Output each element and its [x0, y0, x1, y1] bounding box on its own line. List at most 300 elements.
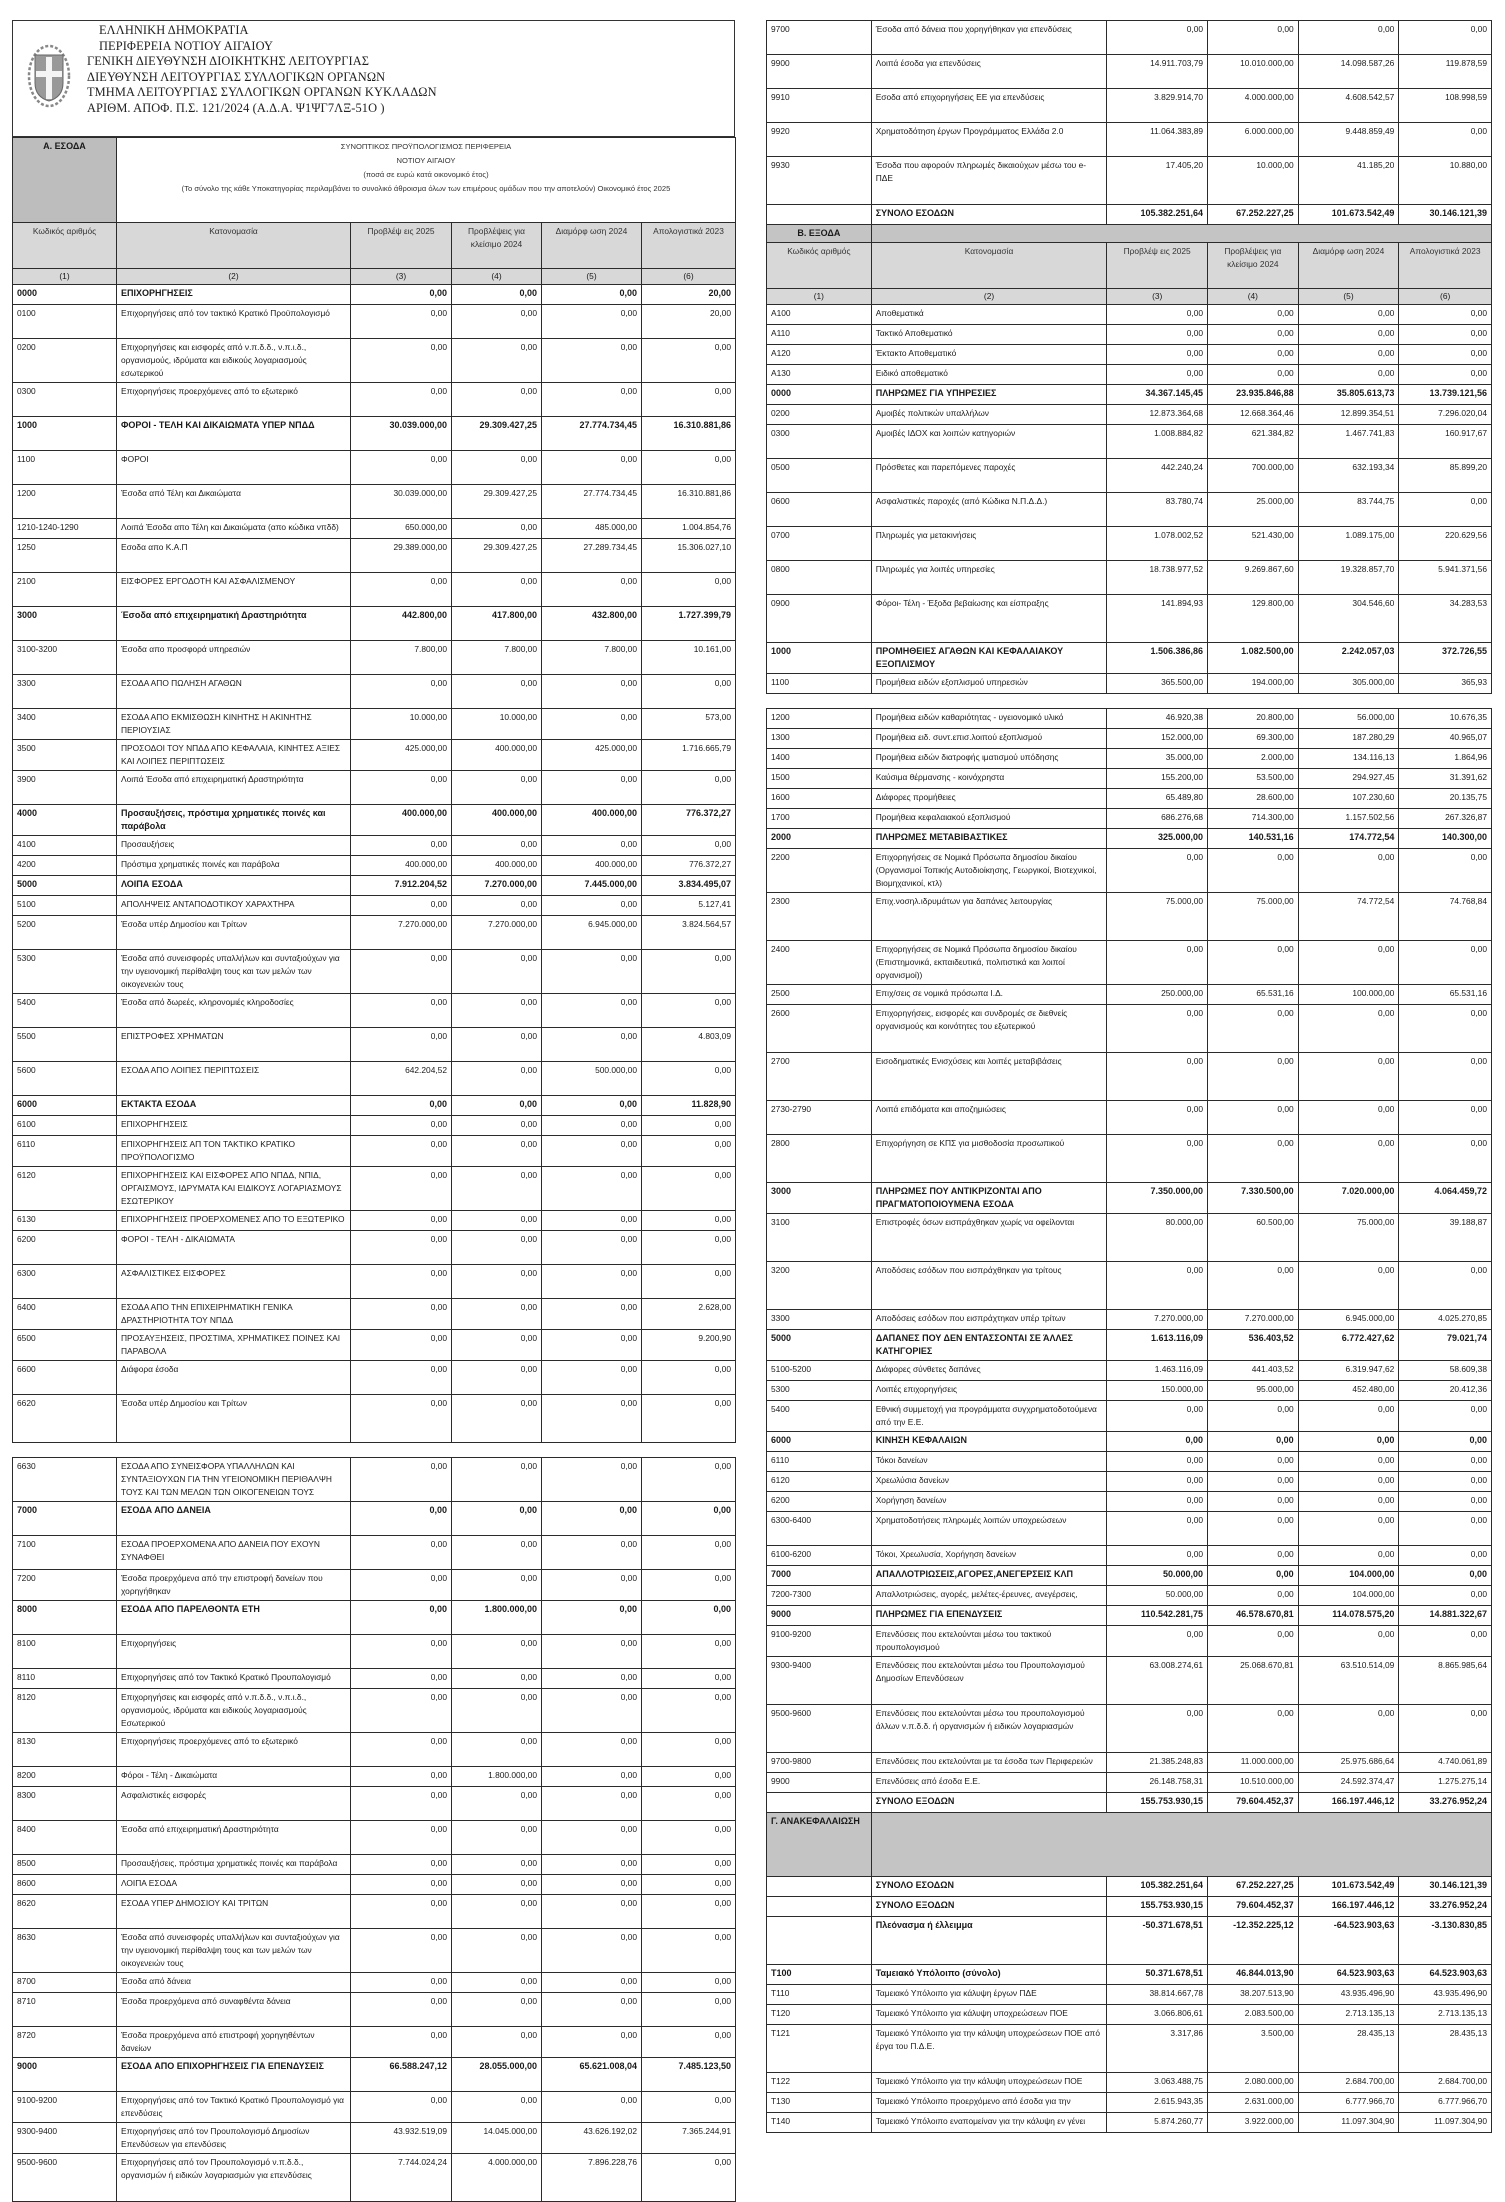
- value-forecast-2025: 0,00: [351, 2027, 452, 2058]
- row-code: 8000: [13, 1601, 117, 1635]
- row-code: 2800: [767, 1135, 872, 1183]
- row-name: Επιχορήγηση σε ΚΠΣ για μισθοδοσία προσωπικού: [871, 1135, 1107, 1183]
- table-row: [767, 325, 1492, 345]
- row-name: Διάφορες σύνθετες δαπάνες: [871, 1361, 1107, 1381]
- row-name: Καύσιμα θέρμανσης - κοινόχρηστα: [871, 769, 1107, 789]
- section-b-header: [767, 225, 1492, 243]
- value-closing-2024: 0,00: [1208, 1101, 1299, 1135]
- value-closing-2024: 10.000,00: [1208, 157, 1299, 205]
- table-row: [13, 1973, 736, 1993]
- value-forecast-2025: 155.753.930,15: [1107, 1897, 1208, 1917]
- value-actual-2023: 34.283,53: [1399, 595, 1492, 643]
- table-row: [13, 305, 736, 339]
- revenue-rows-part-1: [13, 285, 736, 1443]
- value-closing-2024: 400.000,00: [452, 740, 542, 771]
- col-header-formed-2024: Διαμόρφ ωση 2024: [1298, 243, 1399, 289]
- value-formed-2024: 0,00: [542, 1231, 642, 1265]
- table-row: [13, 896, 736, 916]
- revenue-table-continued: [12, 1457, 736, 2202]
- value-formed-2024: 0,00: [542, 1265, 642, 1299]
- value-forecast-2025: 1.613.116,09: [1107, 1330, 1208, 1361]
- value-forecast-2025: 400.000,00: [351, 856, 452, 876]
- value-forecast-2025: 50.371.678,51: [1107, 1965, 1208, 1985]
- table-row: [13, 339, 736, 383]
- value-closing-2024: 0,00: [452, 1787, 542, 1821]
- value-forecast-2025: 34.367.145,45: [1107, 385, 1208, 405]
- value-forecast-2025: 0,00: [351, 1299, 452, 1330]
- value-actual-2023: 13.739.121,56: [1399, 385, 1492, 405]
- row-name: Φόροι- Τέλη - Έξοδα βεβαίωσης και είσπραξης: [871, 595, 1107, 643]
- value-closing-2024: 0,00: [452, 1062, 542, 1096]
- row-name: Έσοδα προερχόμενα από συναφθέντα δάνεια: [117, 1993, 351, 2027]
- expense-rows-part-1: [767, 305, 1492, 694]
- value-actual-2023: 2.628,00: [642, 1299, 736, 1330]
- row-code: 2400: [767, 941, 872, 985]
- row-name: ΑΠΟΛΗΨΕΙΣ ΑΝΤΑΠΟΔΟΤΙΚΟΥ ΧΑΡΑΧΤΗΡΑ: [117, 896, 351, 916]
- column-number: (5): [542, 269, 642, 285]
- value-closing-2024: 0,00: [452, 305, 542, 339]
- row-name: Έκτακτο Αποθεματικό: [871, 345, 1107, 365]
- row-code: Α120: [767, 345, 872, 365]
- table-row: [13, 1395, 736, 1443]
- row-code: 9900: [767, 1773, 872, 1793]
- value-actual-2023: 0,00: [642, 1601, 736, 1635]
- row-name: Εσοδα από επιχορηγήσεις ΕΕ για επενδύσεις: [871, 89, 1107, 123]
- header-line: ΔΙΕΥΘΥΝΣΗ ΛΕΙΤΟΥΡΓΙΑΣ ΣΥΛΛΟΓΙΚΩΝ ΟΡΓΑΝΩΝ: [87, 69, 386, 84]
- row-code: 8120: [13, 1689, 117, 1733]
- row-code: 2100: [13, 573, 117, 607]
- row-code: 6620: [13, 1395, 117, 1443]
- value-forecast-2025: 12.873.364,68: [1107, 405, 1208, 425]
- row-code: 1000: [13, 417, 117, 451]
- value-closing-2024: 0,00: [1208, 1705, 1299, 1753]
- table-row: [13, 1116, 736, 1136]
- row-name: ΣΥΝΟΛΟ ΕΣΟΔΩΝ: [871, 1877, 1107, 1897]
- value-closing-2024: 4.000.000,00: [452, 2154, 542, 2202]
- value-closing-2024: 0,00: [452, 1299, 542, 1330]
- value-forecast-2025: 0,00: [1107, 1432, 1208, 1452]
- value-actual-2023: 0,00: [642, 2154, 736, 2202]
- value-formed-2024: 0,00: [1298, 305, 1399, 325]
- value-closing-2024: 0,00: [452, 1265, 542, 1299]
- table-row: [13, 1689, 736, 1733]
- value-formed-2024: 0,00: [1298, 1472, 1399, 1492]
- row-name: Επιχορηγήσεις σε Νομικά Πρόσωπα δημοσίου δικαίου (Επιστημονικά, εκπαιδευτικά, πολιτιστικά και λοιποί οργανισμοί)): [871, 941, 1107, 985]
- header-line: ΕΛΛΗΝΙΚΗ ΔΗΜΟΚΡΑΤΙΑ: [99, 23, 249, 37]
- value-closing-2024: -12.352.225,12: [1208, 1917, 1299, 1965]
- value-closing-2024: 0,00: [452, 2092, 542, 2123]
- value-actual-2023: 0,00: [1399, 365, 1492, 385]
- value-closing-2024: 3.500,00: [1208, 2025, 1299, 2073]
- value-closing-2024: 1.800.000,00: [452, 1601, 542, 1635]
- value-forecast-2025: 0,00: [351, 1973, 452, 1993]
- value-forecast-2025: 7.912.204,52: [351, 876, 452, 896]
- table-row: [13, 1062, 736, 1096]
- value-actual-2023: 0,00: [642, 1855, 736, 1875]
- row-code: 1200: [13, 485, 117, 519]
- row-code: 1300: [767, 729, 872, 749]
- value-formed-2024: 0,00: [542, 950, 642, 994]
- row-code: 8110: [13, 1669, 117, 1689]
- value-actual-2023: 20,00: [642, 305, 736, 339]
- value-formed-2024: 0,00: [542, 1361, 642, 1395]
- row-code: [767, 1917, 872, 1965]
- row-code: 9700-9800: [767, 1753, 872, 1773]
- value-closing-2024: 0,00: [452, 1669, 542, 1689]
- value-forecast-2025: 1.463.116,09: [1107, 1361, 1208, 1381]
- value-formed-2024: 0,00: [542, 1767, 642, 1787]
- value-actual-2023: 0,00: [642, 1993, 736, 2027]
- table-row: [13, 1733, 736, 1767]
- table-row: [13, 1330, 736, 1361]
- value-closing-2024: 0,00: [1208, 1005, 1299, 1053]
- value-forecast-2025: 1.078.002,52: [1107, 527, 1208, 561]
- row-code: 0300: [13, 383, 117, 417]
- value-closing-2024: 0,00: [1208, 21, 1299, 55]
- row-name: Προσαυξήσεις: [117, 836, 351, 856]
- value-formed-2024: 400.000,00: [542, 805, 642, 836]
- value-actual-2023: 40.965,07: [1399, 729, 1492, 749]
- row-code: 9100-9200: [13, 2092, 117, 2123]
- section-b-band: [871, 225, 1491, 243]
- row-name: Επιχορηγήσεις από τον Τακτικό Κρατικό Προυπολογισμό: [117, 1669, 351, 1689]
- row-name: ΕΠΙΣΤΡΟΦΕΣ ΧΡΗΜΑΤΩΝ: [117, 1028, 351, 1062]
- value-formed-2024: 0,00: [1298, 849, 1399, 893]
- row-code: 3500: [13, 740, 117, 771]
- table-row: [767, 1381, 1492, 1401]
- value-formed-2024: 63.510.514,09: [1298, 1657, 1399, 1705]
- value-closing-2024: 0,00: [452, 1855, 542, 1875]
- value-formed-2024: 6.777.966,70: [1298, 2093, 1399, 2113]
- value-forecast-2025: 18.738.977,52: [1107, 561, 1208, 595]
- value-forecast-2025: 30.039.000,00: [351, 417, 452, 451]
- value-actual-2023: 6.777.966,70: [1399, 2093, 1492, 2113]
- value-closing-2024: 29.309.427,25: [452, 485, 542, 519]
- section-a-label: Α. ΕΣΟΔΑ: [13, 138, 117, 223]
- table-row: [13, 383, 736, 417]
- row-code: 3400: [13, 709, 117, 740]
- row-code: 6000: [13, 1096, 117, 1116]
- row-name: Ταμειακό Υπόλοιπο για την κάλυψη υποχρεώσεων ΠΟΕ από έργα του Π.Δ.Ε.: [871, 2025, 1107, 2073]
- column-headers: [13, 223, 736, 285]
- row-name: Προμήθεια ειδών εξοπλισμού υπηρεσιών: [871, 674, 1107, 694]
- row-code: 6300: [13, 1265, 117, 1299]
- value-actual-2023: 119.878,59: [1399, 55, 1492, 89]
- table-row: [13, 1458, 736, 1502]
- value-formed-2024: 0,00: [542, 1570, 642, 1601]
- row-code: 5100-5200: [767, 1361, 872, 1381]
- value-actual-2023: 3.834.495,07: [642, 876, 736, 896]
- value-actual-2023: 16.310.881,86: [642, 485, 736, 519]
- table-row: [13, 771, 736, 805]
- value-actual-2023: 15.306.027,10: [642, 539, 736, 573]
- row-name: Προμήθεια ειδ. συντ.επισ.λοιπού εξοπλισμού: [871, 729, 1107, 749]
- value-formed-2024: -64.523.903,63: [1298, 1917, 1399, 1965]
- value-actual-2023: 20.135,75: [1399, 789, 1492, 809]
- row-name: Πληρωμές για μετακινήσεις: [871, 527, 1107, 561]
- caption-line: (Το σύνολο της κάθε Υποκατηγορίας περιλαμβάνει το συνολικό άθροισμα όλων των επιμέρους ομάδων που την αποτελούν) Οικονομικό έτος 2025: [181, 184, 671, 193]
- row-code: 3100-3200: [13, 641, 117, 675]
- value-actual-2023: 4.064.459,72: [1399, 1183, 1492, 1214]
- row-name: Έσοδα υπέρ Δημοσίου και Τρίτων: [117, 1395, 351, 1443]
- col-header-forecast-2025: Προβλέψ εις 2025: [351, 223, 452, 269]
- row-code: 8600: [13, 1875, 117, 1895]
- table-row: [13, 1875, 736, 1895]
- table-row: [767, 1657, 1492, 1705]
- value-formed-2024: 0,00: [1298, 1432, 1399, 1452]
- table-row: [13, 1502, 736, 1536]
- value-forecast-2025: 0,00: [1107, 1472, 1208, 1492]
- table-row: [767, 674, 1492, 694]
- value-forecast-2025: 0,00: [351, 1787, 452, 1821]
- row-code: 9000: [13, 2058, 117, 2092]
- value-forecast-2025: 7.270.000,00: [1107, 1310, 1208, 1330]
- value-forecast-2025: 110.542.281,75: [1107, 1606, 1208, 1626]
- table-row: [767, 561, 1492, 595]
- value-closing-2024: 0,00: [452, 1821, 542, 1855]
- summary-rows: [767, 1877, 1492, 2133]
- table-row: [13, 1231, 736, 1265]
- table-row: [13, 2092, 736, 2123]
- table-row: [767, 769, 1492, 789]
- table-row: [767, 1005, 1492, 1053]
- value-closing-2024: 0,00: [452, 1136, 542, 1167]
- value-actual-2023: 0,00: [1399, 1135, 1492, 1183]
- value-closing-2024: 60.500,00: [1208, 1214, 1299, 1262]
- value-actual-2023: 0,00: [642, 1536, 736, 1570]
- value-actual-2023: 0,00: [1399, 493, 1492, 527]
- value-closing-2024: 2.083.500,00: [1208, 2005, 1299, 2025]
- row-name: Αποθεματικά: [871, 305, 1107, 325]
- value-closing-2024: 0,00: [452, 285, 542, 305]
- value-forecast-2025: 0,00: [1107, 1546, 1208, 1566]
- section-c-header: [767, 1813, 1492, 1877]
- row-code: 6200: [13, 1231, 117, 1265]
- row-code: 7100: [13, 1536, 117, 1570]
- row-name: Λοιπά έσοδα για επενδύσεις: [871, 55, 1107, 89]
- value-actual-2023: 8.865.985,64: [1399, 1657, 1492, 1705]
- value-formed-2024: 35.805.613,73: [1298, 385, 1399, 405]
- row-code: 5000: [13, 876, 117, 896]
- table-row: [13, 1669, 736, 1689]
- value-actual-2023: 0,00: [642, 1231, 736, 1265]
- row-code: 2700: [767, 1053, 872, 1101]
- row-name: ΕΣΟΔΑ ΑΠΟ ΠΩΛΗΣΗ ΑΓΑΘΩΝ: [117, 675, 351, 709]
- value-closing-2024: 10.000,00: [452, 709, 542, 740]
- row-code: 0800: [767, 561, 872, 595]
- value-forecast-2025: 0,00: [1107, 1005, 1208, 1053]
- value-actual-2023: 0,00: [1399, 123, 1492, 157]
- row-name: Έσοδα που αφορούν πληρωμές δικαιούχων μέσω του e-ΠΔΕ: [871, 157, 1107, 205]
- table-row: [767, 829, 1492, 849]
- column-number: (3): [351, 269, 452, 285]
- value-actual-2023: 79.021,74: [1399, 1330, 1492, 1361]
- table-row: [13, 1136, 736, 1167]
- table-row: [13, 417, 736, 451]
- row-name: Επιχ.νοσηλ.ιδρυμάτων για δαπάνες λειτουργίας: [871, 893, 1107, 941]
- table-row: [767, 1586, 1492, 1606]
- value-formed-2024: 2.684.700,00: [1298, 2073, 1399, 2093]
- value-forecast-2025: 0,00: [351, 994, 452, 1028]
- value-formed-2024: 0,00: [542, 339, 642, 383]
- table-row: [767, 1773, 1492, 1793]
- row-code: 9500-9600: [767, 1705, 872, 1753]
- value-forecast-2025: 0,00: [1107, 1135, 1208, 1183]
- value-forecast-2025: 0,00: [1107, 1262, 1208, 1310]
- table-row: [767, 985, 1492, 1005]
- value-actual-2023: 108.998,59: [1399, 89, 1492, 123]
- table-row: [767, 1053, 1492, 1101]
- row-name: Τόκοι δανείων: [871, 1452, 1107, 1472]
- table-row: [767, 459, 1492, 493]
- table-row: [13, 573, 736, 607]
- value-closing-2024: 0,00: [452, 1116, 542, 1136]
- value-forecast-2025: 0,00: [351, 1669, 452, 1689]
- value-closing-2024: 536.403,52: [1208, 1330, 1299, 1361]
- value-forecast-2025: 21.385.248,83: [1107, 1753, 1208, 1773]
- table-row: [13, 856, 736, 876]
- row-name: ΣΥΝΟΛΟ ΕΞΟΔΩΝ: [871, 1793, 1107, 1813]
- value-actual-2023: 0,00: [1399, 1586, 1492, 1606]
- value-closing-2024: 2.080.000,00: [1208, 2073, 1299, 2093]
- value-actual-2023: 0,00: [1399, 1566, 1492, 1586]
- row-code: 5200: [13, 916, 117, 950]
- value-formed-2024: 83.744,75: [1298, 493, 1399, 527]
- value-actual-2023: 267.326,87: [1399, 809, 1492, 829]
- value-formed-2024: 0,00: [542, 1855, 642, 1875]
- value-forecast-2025: 442.240,24: [1107, 459, 1208, 493]
- value-forecast-2025: 0,00: [1107, 849, 1208, 893]
- row-name: ΕΣΟΔΑ ΑΠΟ ΕΚΜΙΣΘΩΣΗ ΚΙΝΗΤΗΣ Η ΑΚΙΝΗΤΗΣ ΠΕΡΙΟΥΣΙΑΣ: [117, 709, 351, 740]
- value-forecast-2025: 0,00: [351, 1361, 452, 1395]
- value-closing-2024: 0,00: [452, 1993, 542, 2027]
- row-code: 0000: [13, 285, 117, 305]
- value-actual-2023: 4.025.270,85: [1399, 1310, 1492, 1330]
- value-formed-2024: 0,00: [542, 2027, 642, 2058]
- table-row: [13, 1096, 736, 1116]
- value-formed-2024: 7.800,00: [542, 641, 642, 675]
- row-code: 0700: [767, 527, 872, 561]
- row-name: Ασφαλιστικές παροχές (από Κώδικα Ν.Π.Δ.Δ.): [871, 493, 1107, 527]
- header-line: ΤΜΗΜΑ ΛΕΙΤΟΥΡΓΙΑΣ ΣΥΛΛΟΓΙΚΩΝ ΟΡΓΑΝΩΝ ΚΥΚΛΑΔΩΝ: [87, 85, 437, 99]
- value-forecast-2025: 152.000,00: [1107, 729, 1208, 749]
- value-actual-2023: 2.684.700,00: [1399, 2073, 1492, 2093]
- value-closing-2024: 29.309.427,25: [452, 539, 542, 573]
- row-name: ΑΣΦΑΛΙΣΤΙΚΕΣ ΕΙΣΦΟΡΕΣ: [117, 1265, 351, 1299]
- row-name: Έσοδα προερχόμενα από επιστροφή χορηγηθέντων δανείων: [117, 2027, 351, 2058]
- value-closing-2024: 400.000,00: [452, 856, 542, 876]
- row-code: 5500: [13, 1028, 117, 1062]
- table-row: [13, 994, 736, 1028]
- value-formed-2024: 294.927,45: [1298, 769, 1399, 789]
- value-closing-2024: 46.578.670,81: [1208, 1606, 1299, 1626]
- table-row: [767, 2073, 1492, 2093]
- row-code: 2300: [767, 893, 872, 941]
- value-actual-2023: 365,93: [1399, 674, 1492, 694]
- value-forecast-2025: 0,00: [351, 1231, 452, 1265]
- row-code: 6000: [767, 1432, 872, 1452]
- value-closing-2024: 0,00: [1208, 365, 1299, 385]
- row-name: ΣΥΝΟΛΟ ΕΣΟΔΩΝ: [871, 205, 1107, 225]
- row-name: ΕΣΟΔΑ ΑΠΟ ΔΑΝΕΙΑ: [117, 1502, 351, 1536]
- value-forecast-2025: 11.064.383,89: [1107, 123, 1208, 157]
- expense-rows-part-2: [767, 709, 1492, 1813]
- value-closing-2024: 0,00: [452, 1875, 542, 1895]
- column-header-row: [767, 243, 1492, 289]
- value-forecast-2025: 0,00: [351, 1929, 452, 1973]
- row-code: 7000: [767, 1566, 872, 1586]
- row-code: 3000: [767, 1183, 872, 1214]
- row-code: 6120: [13, 1167, 117, 1211]
- row-code: 8620: [13, 1895, 117, 1929]
- value-formed-2024: 0,00: [542, 285, 642, 305]
- value-forecast-2025: 0,00: [1107, 1492, 1208, 1512]
- value-closing-2024: 0,00: [1208, 1586, 1299, 1606]
- row-name: Λοιπά Έσοδα απο Τέλη και Δικαιώματα (απο κώδικα νπδδ): [117, 519, 351, 539]
- row-code: 1100: [767, 674, 872, 694]
- value-actual-2023: 2.713.135,13: [1399, 2005, 1492, 2025]
- row-name: ΛΟΙΠΑ ΕΣΟΔΑ: [117, 876, 351, 896]
- value-formed-2024: 101.673.542,49: [1298, 1877, 1399, 1897]
- table-row: [767, 1452, 1492, 1472]
- value-actual-2023: 0,00: [642, 1929, 736, 1973]
- table-gap: [12, 1443, 735, 1457]
- value-formed-2024: 0,00: [542, 1635, 642, 1669]
- table-row: [767, 1135, 1492, 1183]
- value-formed-2024: 27.289.734,45: [542, 539, 642, 573]
- value-actual-2023: 0,00: [642, 1395, 736, 1443]
- value-forecast-2025: 0,00: [1107, 305, 1208, 325]
- value-forecast-2025: 0,00: [1107, 1452, 1208, 1472]
- value-closing-2024: 621.384,82: [1208, 425, 1299, 459]
- col-header-closing-2024: Προβλέψεις για κλείσιμο 2024: [1208, 243, 1299, 289]
- value-forecast-2025: 35.000,00: [1107, 749, 1208, 769]
- value-closing-2024: 0,00: [1208, 1546, 1299, 1566]
- value-closing-2024: 441.403,52: [1208, 1361, 1299, 1381]
- row-code: 8630: [13, 1929, 117, 1973]
- value-formed-2024: 0,00: [542, 1929, 642, 1973]
- revenue-page-left: [12, 20, 735, 2202]
- table-row: [13, 950, 736, 994]
- table-row: [767, 2025, 1492, 2073]
- value-actual-2023: 220.629,56: [1399, 527, 1492, 561]
- value-formed-2024: 166.197.446,12: [1298, 1793, 1399, 1813]
- row-code: 1600: [767, 789, 872, 809]
- row-name: Επιχορηγήσεις από τον Προυπολογισμό Δημοσίων Επενδύσεων για επενδύσεις: [117, 2123, 351, 2154]
- value-formed-2024: 6.319.947,62: [1298, 1361, 1399, 1381]
- row-code: 1500: [767, 769, 872, 789]
- row-code: 0200: [13, 339, 117, 383]
- table-row: [767, 595, 1492, 643]
- value-closing-2024: 38.207.513,90: [1208, 1985, 1299, 2005]
- value-actual-2023: 0,00: [642, 1458, 736, 1502]
- table-row: [767, 1401, 1492, 1432]
- row-name: Επιχορηγήσεις από τον Προυπολογισμό ν.π.δ.δ., οργανισμών ή ειδικών λογαριασμών για επενδύσεις: [117, 2154, 351, 2202]
- value-closing-2024: 1.800.000,00: [452, 1767, 542, 1787]
- value-closing-2024: 9.269.867,60: [1208, 561, 1299, 595]
- value-forecast-2025: 0,00: [351, 675, 452, 709]
- row-code: 7200-7300: [767, 1586, 872, 1606]
- value-formed-2024: 2.242.057,03: [1298, 643, 1399, 674]
- value-actual-2023: 0,00: [642, 383, 736, 417]
- value-forecast-2025: 63.008.274,61: [1107, 1657, 1208, 1705]
- column-headers-expenses: [767, 243, 1492, 305]
- revenue-table: [12, 137, 736, 1443]
- value-actual-2023: 0,00: [642, 1895, 736, 1929]
- value-forecast-2025: 0,00: [351, 1689, 452, 1733]
- value-formed-2024: 104.000,00: [1298, 1586, 1399, 1606]
- row-code: 6110: [767, 1452, 872, 1472]
